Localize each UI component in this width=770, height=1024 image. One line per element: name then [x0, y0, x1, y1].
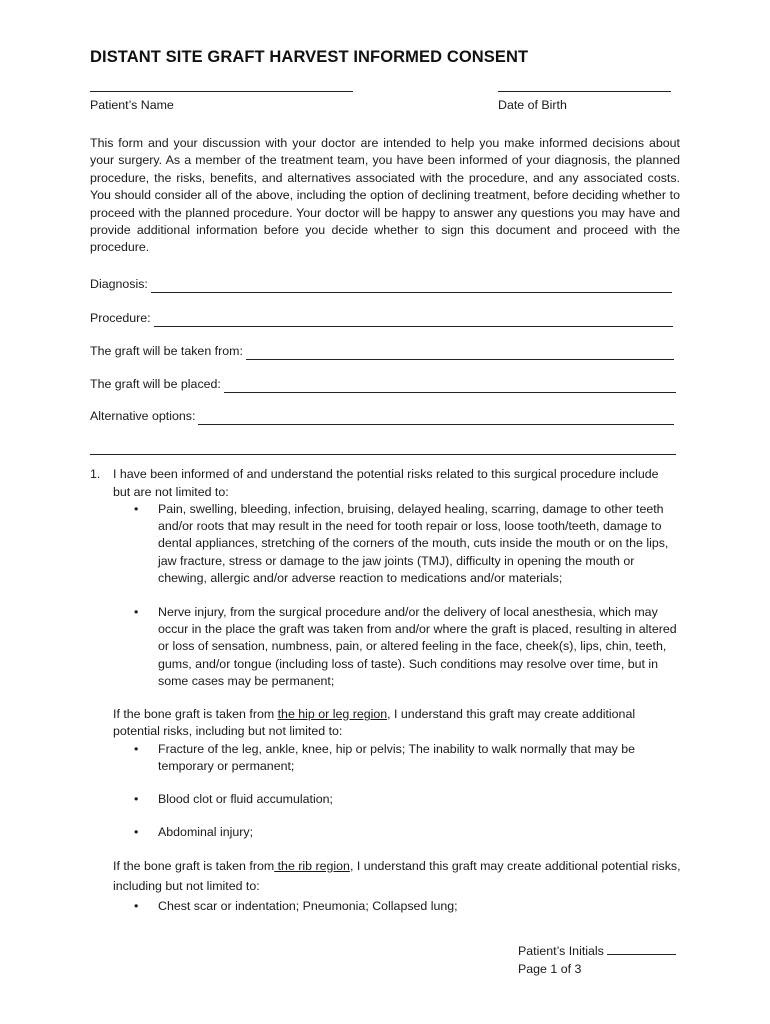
graft-taken-field[interactable] [90, 342, 674, 360]
patient-initials-label: Patient’s Initials [518, 944, 604, 958]
bullet-icon: • [134, 825, 139, 839]
hip-risk-abdominal: Abdominal injury; [158, 825, 254, 839]
patient-name-label: Patient’s Name [90, 98, 174, 112]
procedure-input-line[interactable] [154, 314, 673, 327]
graft-placed-field[interactable] [90, 375, 676, 393]
rib-region-underlined: the rib region [274, 859, 350, 873]
date-of-birth-line[interactable] [498, 91, 671, 92]
section-lead-line1: I have been informed of and understand the potential risks related to this surgical procedure include [113, 467, 659, 481]
graft-placed-input-line[interactable] [224, 380, 676, 393]
graft-taken-input-line[interactable] [246, 347, 674, 360]
patient-initials-line[interactable] [607, 943, 676, 955]
risk-bullet-general: Pain, swelling, bleeding, infection, bruising, delayed healing, scarring, damage to other teeth and/or roots that may result in the need for tooth repair or loss, loose tooth/teeth, damage to dental appliances, stretching of the corners of the mouth, cuts inside the mouth or on the lips, jaw fracture, stress or damage to the jaw joints (TMJ), difficulty in opening the mouth or chewing, allergic and/or adverse reaction to medications and/or materials; [158, 502, 669, 585]
patient-initials[interactable] [518, 943, 676, 960]
procedure-label: Procedure: [90, 310, 151, 325]
bullet-icon: • [134, 605, 139, 619]
section-lead-line2: but are not limited to: [113, 485, 229, 499]
procedure-field[interactable] [90, 309, 673, 327]
patient-name-line[interactable] [90, 91, 353, 92]
graft-taken-label: The graft will be taken from: [90, 343, 243, 358]
diagnosis-input-line[interactable] [151, 280, 672, 293]
hip-risk-blood-clot: Blood clot or fluid accumulation; [158, 792, 333, 806]
date-of-birth-label: Date of Birth [498, 98, 567, 112]
hip-region-underlined: the hip or leg region [277, 707, 388, 721]
intro-paragraph: This form and your discussion with your doctor are intended to help you make informed decisions about your surgery. As a member of the treatment team, you have been informed of your diagnosis, the planned procedure, the risks, benefits, and alternatives associated with the procedure, and any associated costs. You should consider all of the above, including the option of declining treatment, before deciding whether to proceed with the planned procedure. Your doctor will be happy to answer any questions you may have and provide additional information before you decide whether to sign this document and proceed with the procedure. [90, 136, 680, 255]
rib-risk-chest: Chest scar or indentation; Pneumonia; Collapsed lung; [158, 899, 458, 913]
bullet-icon: • [134, 502, 139, 516]
alternatives-input-line[interactable] [198, 412, 674, 425]
document-title: DISTANT SITE GRAFT HARVEST INFORMED CONSENT [90, 48, 529, 66]
diagnosis-label: Diagnosis: [90, 276, 148, 291]
alternatives-extra-line[interactable] [90, 454, 676, 455]
hip-risk-fracture: Fracture of the leg, ankle, knee, hip or pelvis; The inability to walk normally that may be temporary or permanent; [158, 742, 636, 774]
page-number: Page 1 of 3 [518, 962, 582, 976]
alternatives-field[interactable] [90, 407, 674, 425]
diagnosis-field[interactable] [90, 275, 672, 293]
bullet-icon: • [134, 742, 139, 756]
risk-bullet-nerve: Nerve injury, from the surgical procedure and/or the delivery of local anesthesia, which may occur in the place the graft was taken from and/or where the graft is placed, resulting in altered or loss of sensation, numbness, pain, or altered feeling in the face, cheek(s), lips, chin, teeth, gums, and/or tongue (including loss of taste). Such conditions may resolve over time, but in some cases may be permanent; [158, 605, 677, 688]
rib-region-lead: If the bone graft is taken from the rib region, I understand this graft may create additional potential risks, including but not limited to: [113, 859, 681, 893]
hip-region-lead: If the bone graft is taken from the hip or leg region, I understand this graft may create additional potential risks, including but not limited to: [113, 707, 636, 739]
alternatives-label: Alternative options: [90, 408, 196, 423]
graft-placed-label: The graft will be placed: [90, 376, 221, 391]
bullet-icon: • [134, 792, 139, 806]
section-number: 1. [90, 467, 101, 481]
bullet-icon: • [134, 899, 139, 913]
